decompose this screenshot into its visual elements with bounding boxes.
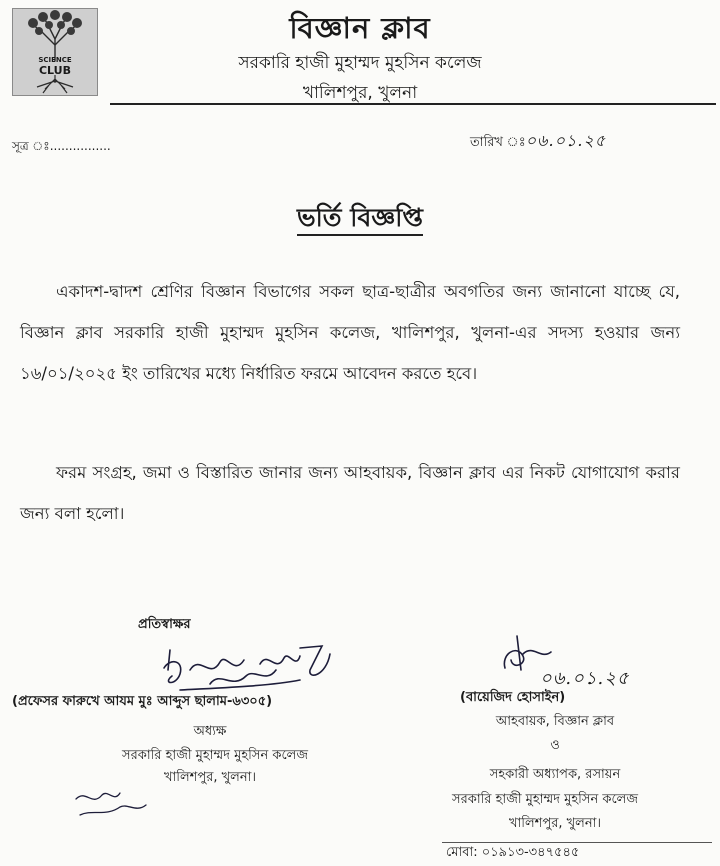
club-title: বিজ্ঞান ক্লাব: [289, 11, 431, 45]
svg-text:SCIENCE: SCIENCE: [38, 56, 72, 64]
date-label: তারিখ ঃ: [470, 135, 526, 150]
initial-mark: [72, 785, 152, 825]
principal-location: খালিশপুর, খুলনা।: [163, 770, 257, 785]
reference-value: ................: [49, 139, 111, 153]
reference-line: [12, 138, 111, 158]
convener-college: সরকারি হাজী মুহাম্মদ মুহসিন কলেজ: [451, 792, 638, 807]
convener-name: (বায়েজিদ হোসাইন): [460, 690, 566, 705]
convener-location: খালিশপুর, খুলনা।: [508, 816, 602, 831]
convener-designation: সহকারী অধ্যাপক, রসায়ন: [489, 767, 621, 782]
header-divider: [110, 103, 716, 105]
date-line: [470, 128, 606, 155]
convener-role: আহবায়ক, বিজ্ঞান ক্লাব: [495, 714, 615, 729]
college-location: খালিশপুর, খুলনা: [302, 83, 418, 103]
notice-title: [0, 198, 720, 241]
reference-label: সূত্র ঃ: [12, 139, 50, 153]
principal-name: (প্রফেসর ফারুখে আযম মুঃ আব্দুস ছালাম-৬৩০৫): [12, 694, 273, 709]
notice-paragraph-1: একাদশ-দ্বাদশ শ্রেণির বিজ্ঞান বিভাগের সকল ছাত্র-ছাত্রীর অবগতির জন্য জানানো যাচ্ছে যে, বিজ্ঞান ক্লাব সরকারি হাজী মুহাম্মদ মুহসিন কলেজ, খালিশপুর, খুলনা-এর সদস্য হওয়ার জন্য ১৬/০১/২০২৫ ইং তারিখের মধ্যে নির্ধারিত ফরমে আবেদন করতে হবে।: [20, 282, 680, 383]
convener-handwritten-date: ০৬.০১.২৫: [540, 668, 630, 689]
principal-designation: অধ্যক্ষ: [193, 724, 227, 739]
convener-and: ও: [550, 738, 560, 753]
college-name: সরকারি হাজী মুহাম্মদ মুহসিন কলেজ: [238, 53, 482, 73]
svg-text:CLUB: CLUB: [38, 64, 72, 77]
convener-mobile: মোবা: ০১৯১৩-৩৪৭৫৪৫: [446, 845, 580, 860]
notice-paragraph-2: ফরম সংগ্রহ, জমা ও বিস্তারিত জানার জন্য আহবায়ক, বিজ্ঞান ক্লাব এর নিকট যোগাযোগ করার জন্য বলা হলো।: [20, 463, 680, 523]
date-value: ০৬.০১.২৫: [525, 131, 607, 150]
principal-college: সরকারি হাজী মুহাম্মদ মুহসিন কলেজ: [121, 748, 308, 763]
notice-title-text: ভর্তি বিজ্ঞপ্তি: [297, 203, 423, 236]
countersignature-label: প্রতিস্বাক্ষর: [138, 617, 191, 632]
